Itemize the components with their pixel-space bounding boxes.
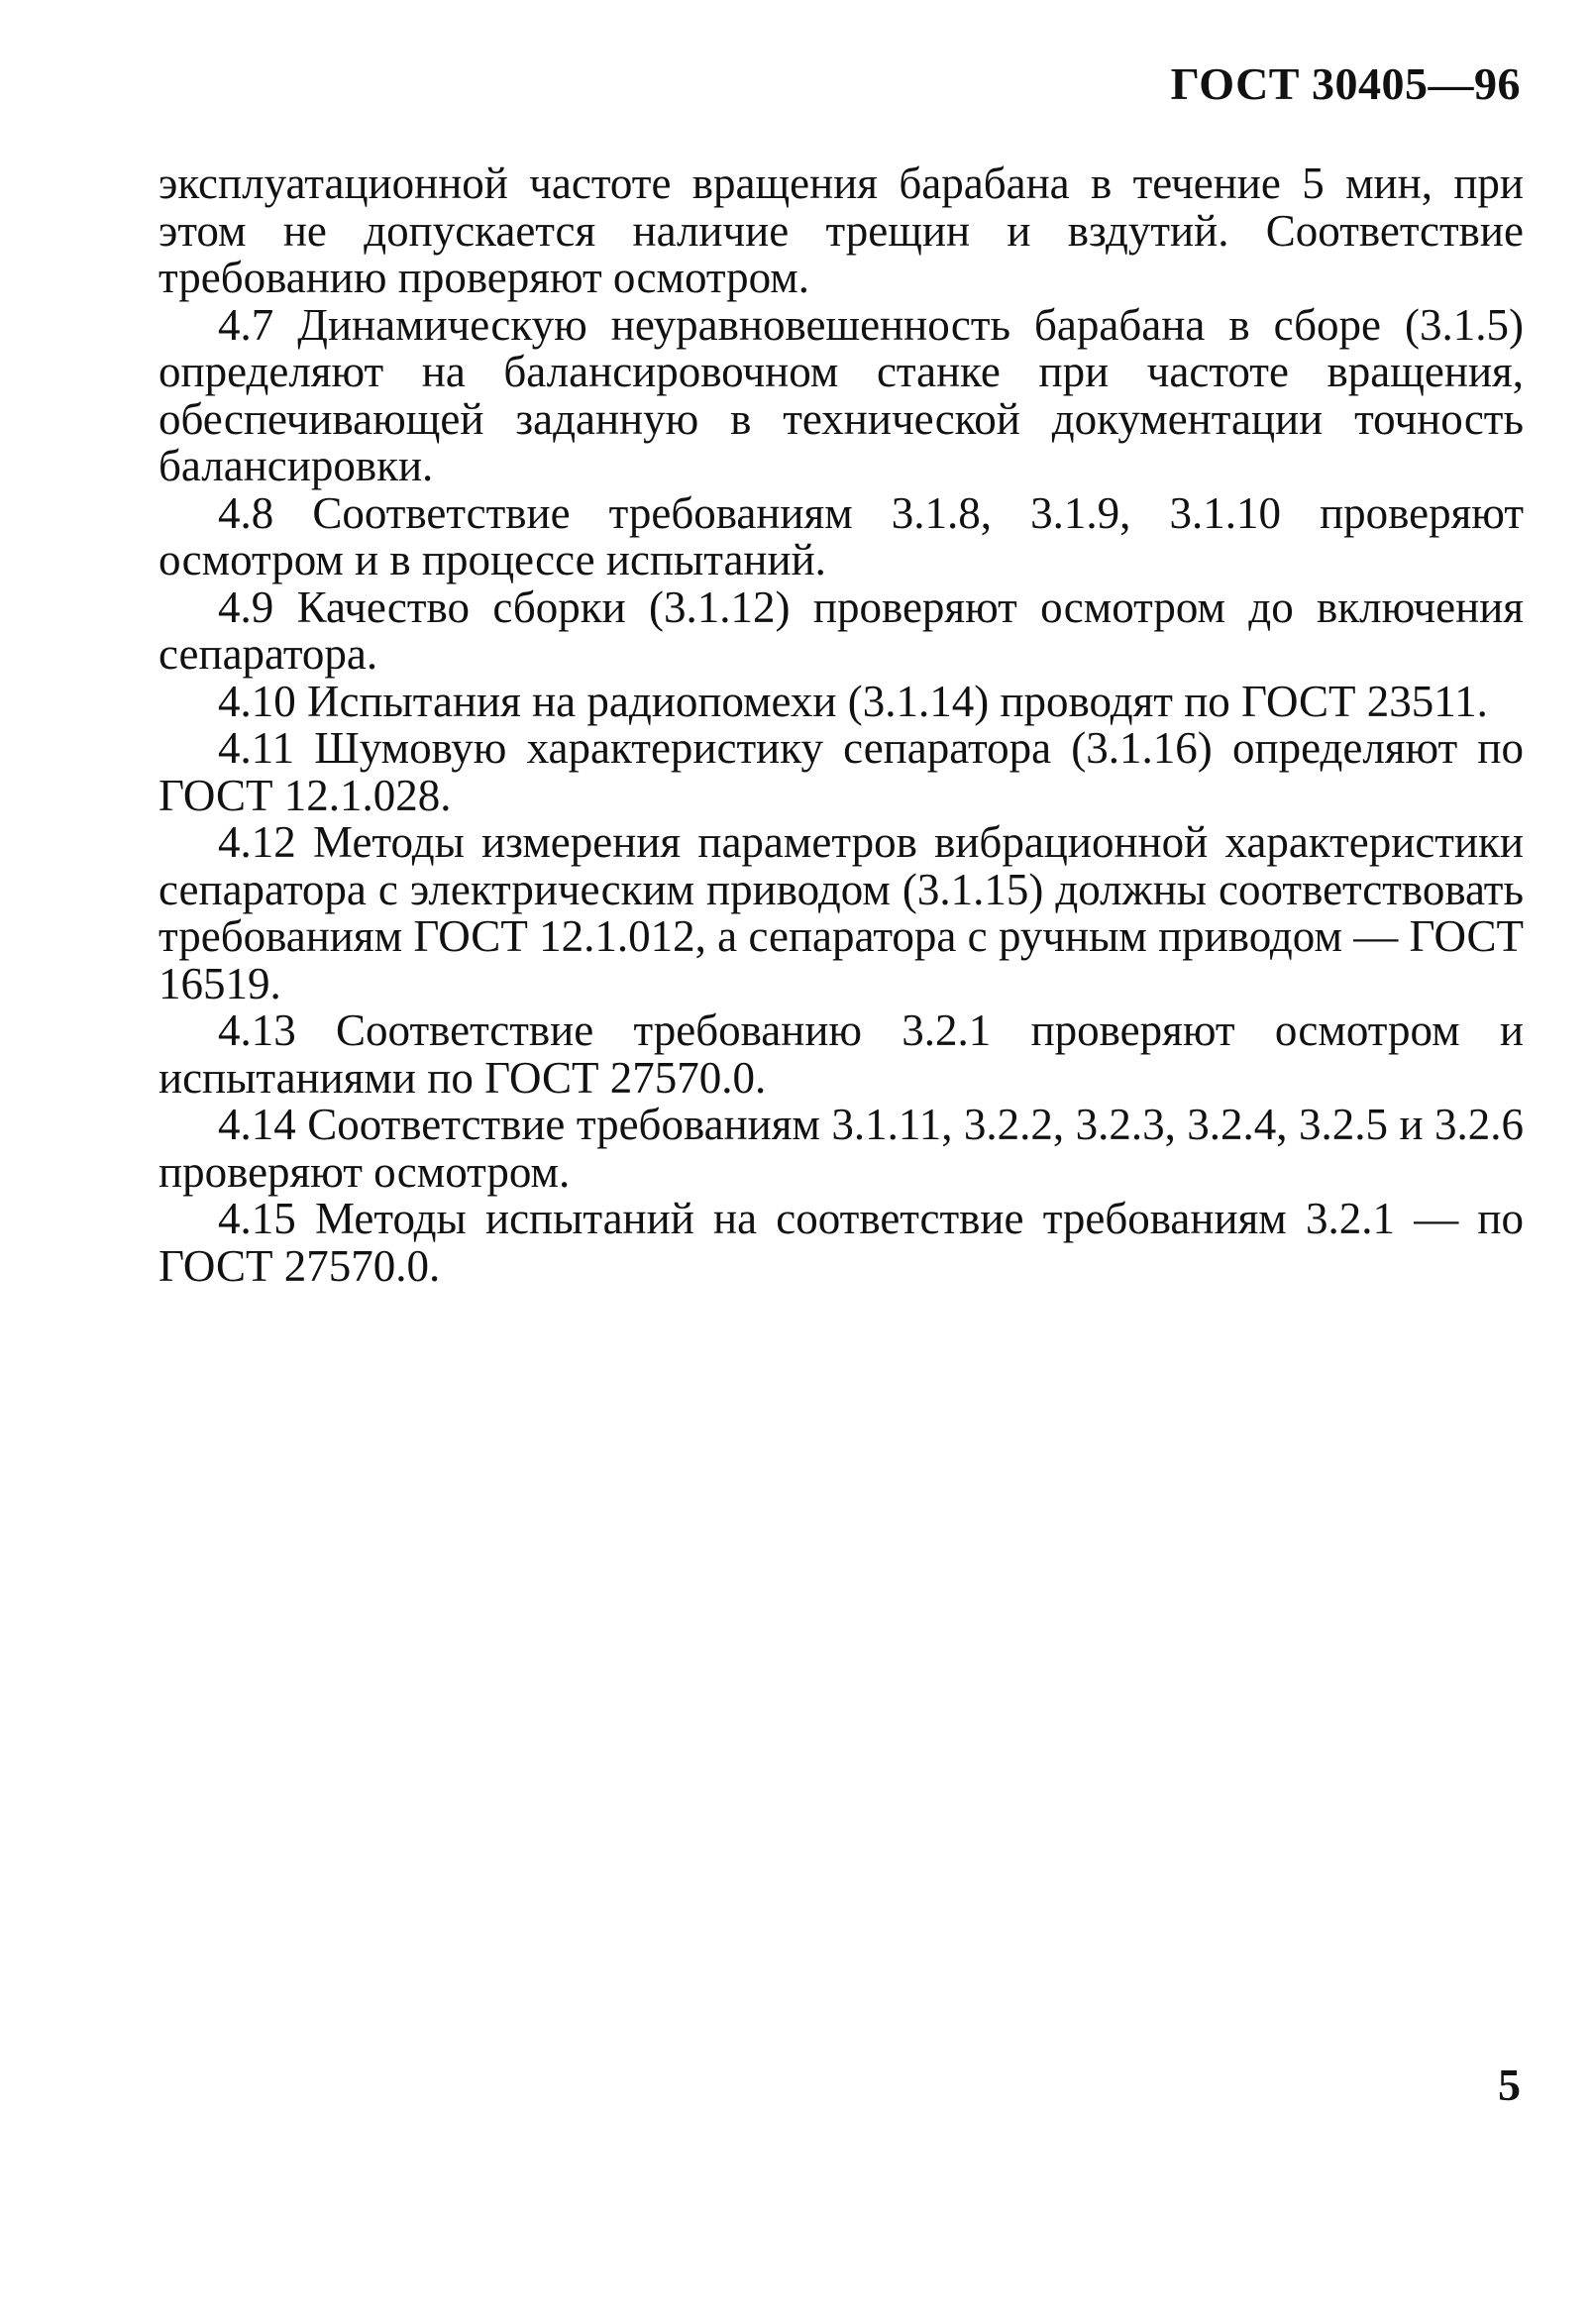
paragraph-4-7: 4.7 Динамическую неуравновешенность барабана в сборе (3.1.5) определяют на балансировочном станке при частоте вращения, обеспечивающей заданную в технической документации точность балансировки.	[159, 299, 1524, 490]
paragraph-4-11: 4.11 Шумовую характеристику сепаратора (3.1.16) определяют по ГОСТ 12.1.028.	[159, 723, 1524, 820]
paragraph-4-8: 4.8 Соответствие требованиям 3.1.8, 3.1.9, 3.1.10 проверяют осмотром и в процессе испытаний.	[159, 487, 1524, 584]
paragraph-4-12: 4.12 Методы измерения параметров вибрационной характеристики сепаратора с электрическим приводом (3.1.15) должны соответствовать требованиям ГОСТ 12.1.012, а сепаратора с ручным приводом — ГОСТ 16519.	[159, 817, 1524, 1008]
page-number: 5	[1498, 2060, 1521, 2110]
paragraph-4-15: 4.15 Методы испытаний на соответствие требованиям 3.2.1 — по ГОСТ 27570.0.	[159, 1194, 1524, 1291]
page-header-standard-code: ГОСТ 30405—96	[1170, 58, 1521, 109]
paragraph-4-10: 4.10 Испытания на радиопомехи (3.1.14) проводят по ГОСТ 23511.	[218, 676, 1488, 726]
document-body	[159, 160, 1524, 1290]
paragraph-4-9: 4.9 Качество сборки (3.1.12) проверяют осмотром до включения сепаратора.	[159, 581, 1524, 679]
paragraph-4-14: 4.14 Соответствие требованиям 3.1.11, 3.2.2, 3.2.3, 3.2.4, 3.2.5 и 3.2.6 проверяют осмотром.	[159, 1100, 1524, 1197]
paragraph-4-13: 4.13 Соответствие требованию 3.2.1 проверяют осмотром и испытаниями по ГОСТ 27570.0.	[159, 1005, 1524, 1103]
paragraph-4-6-continuation: эксплуатационной частоте вращения барабана в течение 5 мин, при этом не допускается наличие трещин и вздутий. Соответствие требованию проверяют осмотром.	[159, 158, 1524, 302]
